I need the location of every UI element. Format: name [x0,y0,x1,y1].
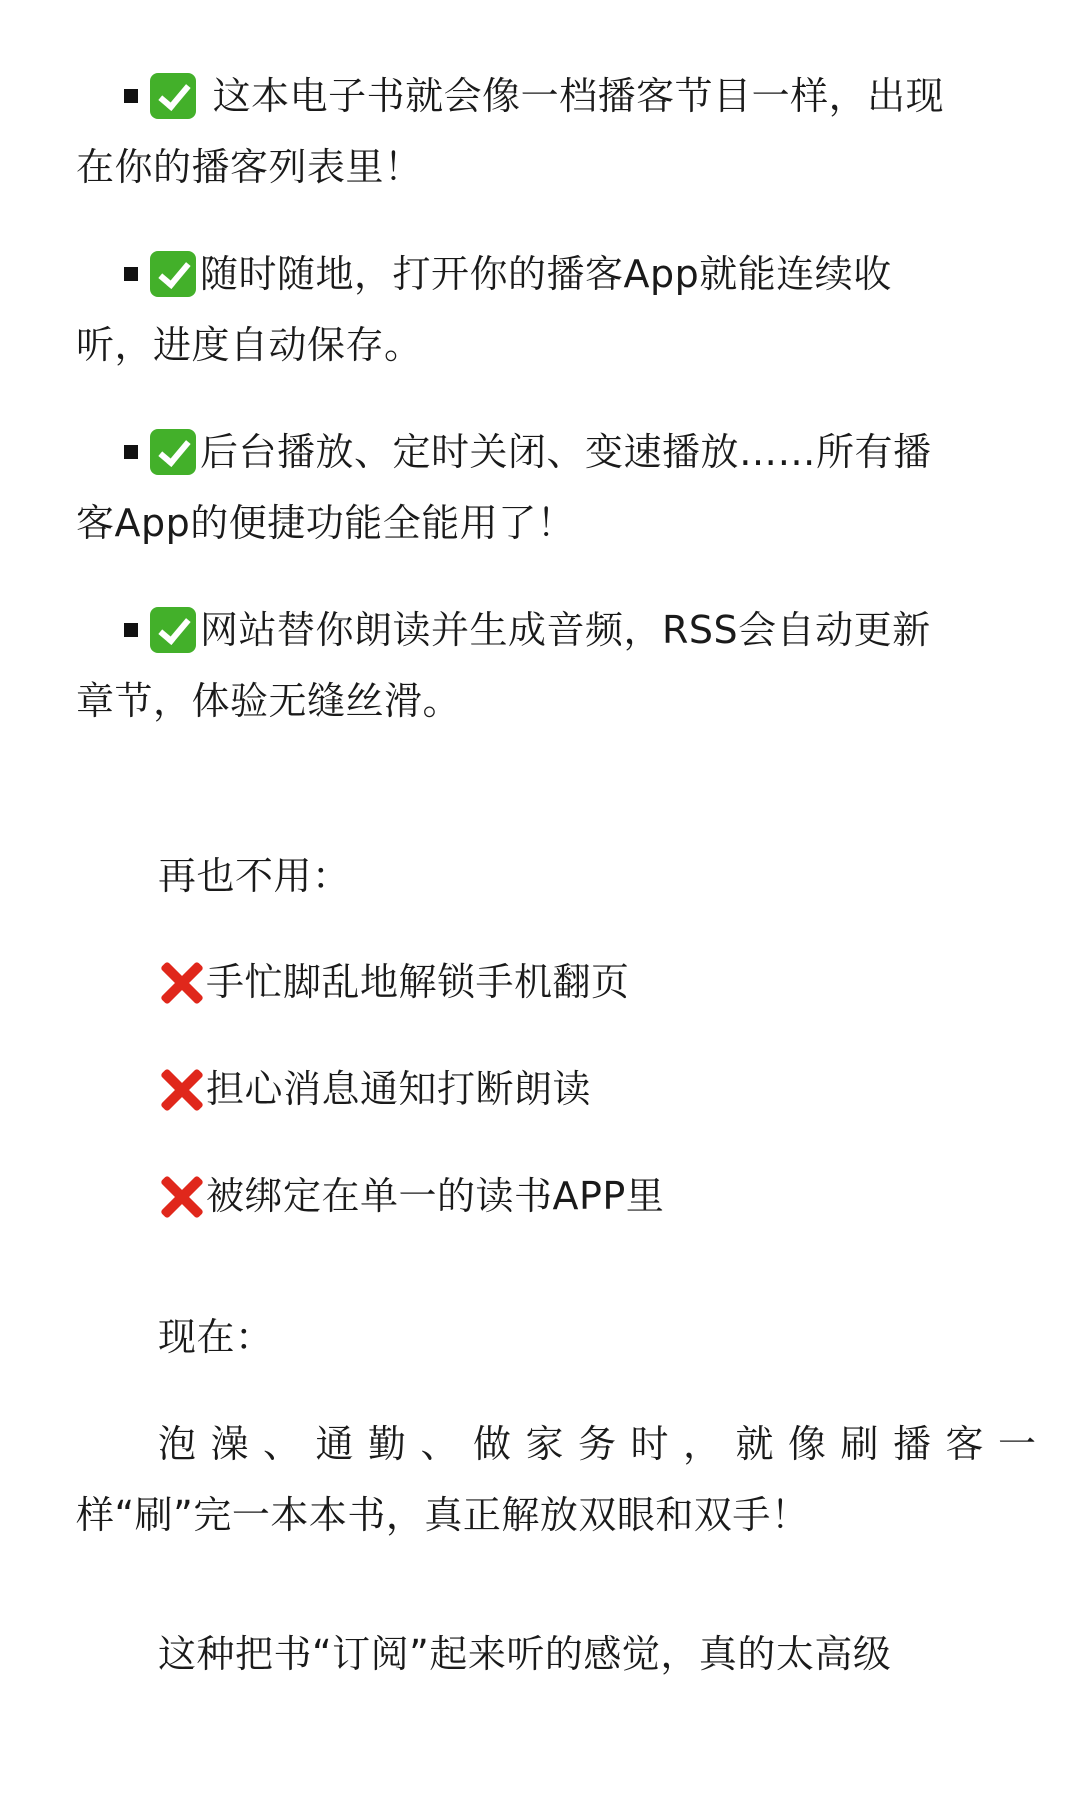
bullet-text-line2: 客App的便捷功能全能用了！ [76,501,576,545]
check-mark-icon [150,607,196,653]
bullet-text-line1: 随时随地，打开你的播客App就能连续收 [200,252,892,296]
check-mark-icon [150,251,196,297]
bullet-item-4-cont [76,677,1016,725]
cross-mark-icon [158,1173,204,1219]
bullet-item-3 [158,428,1080,476]
bullet-text-line1: 这本电子书就会像一档播客节目一样，出现 [212,74,945,118]
bullet-item-2-cont [76,321,1016,369]
cross-mark-icon [158,1066,204,1112]
bullet-item-2 [158,250,1080,298]
cross-mark-icon [158,959,204,1005]
bullet-text-line2: 章节，体验无缝丝滑。 [76,679,462,723]
check-mark-icon [150,429,196,475]
bullet-text-line1: 后台播放、定时关闭、变速播放……所有播 [200,430,932,474]
cross-item-text: 手忙脚乱地解锁手机翻页 [206,960,630,1004]
square-bullet-icon [124,267,138,281]
bullet-text-line2: 在你的播客列表里！ [76,145,423,189]
cross-item-2 [158,1065,1080,1113]
square-bullet-icon [124,89,138,103]
cross-item-text: 担心消息通知打断朗读 [206,1067,592,1111]
check-mark-icon [150,73,196,119]
cross-item-3 [158,1172,1080,1220]
bullet-item-1 [158,72,1080,120]
now-paragraph-line2: 样“刷”完一本本书，真正解放双眼和双手！ [76,1493,810,1537]
bullet-item-4 [158,606,1080,654]
now-paragraph-line1: 泡澡、通勤、做家务时，就像刷播客一 [158,1422,1051,1466]
closing-paragraph: 这种把书“订阅”起来听的感觉，真的太高级 [158,1632,892,1676]
square-bullet-icon [124,445,138,459]
square-bullet-icon [124,623,138,637]
cross-item-1 [158,958,1080,1006]
bullet-text-line1: 网站替你朗读并生成音频，RSS会自动更新 [200,608,931,652]
bullet-item-3-cont [76,499,1016,547]
bullet-text-line2: 听，进度自动保存。 [76,323,423,367]
no-more-heading: 再也不用： [158,854,351,898]
bullet-item-1-cont [76,143,1016,191]
cross-item-text: 被绑定在单一的读书APP里 [206,1174,665,1218]
now-heading: 现在： [158,1315,274,1359]
